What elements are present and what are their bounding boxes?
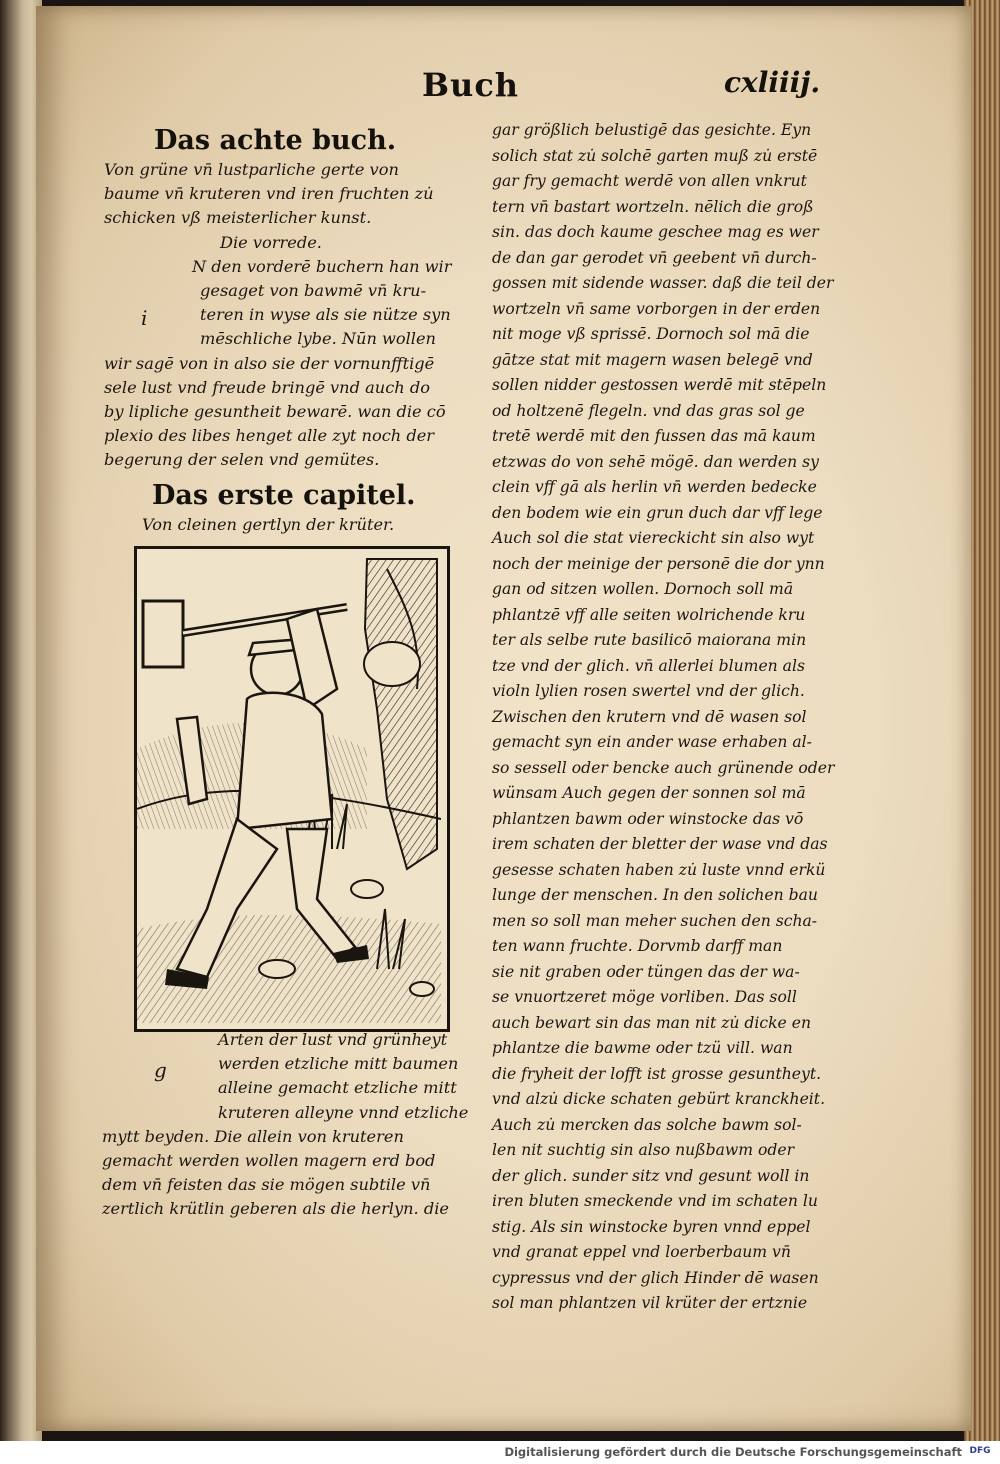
body-line: tretē werdē mit den fussen das mā kaum — [492, 427, 816, 445]
guide-letter-i: i — [141, 306, 148, 330]
body-line: alleine gemacht etzliche mitt — [218, 1078, 457, 1098]
body-line: mytt beyden. Die allein von kruteren — [102, 1126, 404, 1146]
preface-heading: Die vorrede. — [220, 232, 322, 252]
body-line: nit moge vß sprissē. Dornoch sol mā die — [492, 325, 810, 343]
body-line: se vnuortzeret möge vorliben. Das soll — [492, 988, 797, 1006]
body-line: Auch sol die stat viereckicht sin also wyt — [492, 529, 815, 547]
book-title: Das achte buch. — [154, 125, 397, 156]
body-line: phlantzen bawm oder winstocke das vō — [492, 809, 804, 828]
subtitle-line: schicken vß meisterlicher kunst. — [104, 208, 372, 228]
preface-line: sele lust vnd freude bringē vnd auch do — [104, 377, 430, 397]
body-line: sol man phlantzen vil krüter der ertznie — [492, 1294, 808, 1312]
body-line: wünsam Auch gegen der sonnen sol mā — [492, 784, 806, 802]
body-line: clein vff gā als herlin vn̄ werden bedecke — [492, 478, 817, 496]
body-line: zertlich krütlin geberen als die herlyn. die — [102, 1199, 449, 1219]
body-line: solich stat zu̇ solchē garten muß zu̇ erstē — [492, 146, 818, 165]
body-line: lunge der menschen. In den solichen bau — [492, 886, 818, 904]
body-line: Arten der lust vnd grünheyt — [218, 1030, 448, 1049]
body-line: den bodem wie ein grun duch dar vff lege — [492, 503, 823, 522]
preface-line: by lipliche gesuntheit bewarē. wan die cō — [104, 402, 446, 422]
body-line: wortzeln vn̄ same vorborgen in der erden — [492, 299, 821, 318]
body-line: auch bewart sin das man nit zu̇ dicke en — [492, 1013, 811, 1032]
body-line: od holtzenē flegeln. vnd das gras sol ge — [492, 401, 805, 420]
preface-line: begerung der selen vnd gemütes. — [104, 450, 380, 470]
body-line: gossen mit sidende wasser. daß die teil der — [492, 274, 834, 292]
body-line: etzwas do von sehē mögē. dan werden sy — [492, 452, 819, 471]
woodcut-illustration — [134, 546, 450, 1032]
body-line: men so soll man meher suchen den scha- — [492, 911, 818, 930]
body-line: tze vnd der glich. vn̄ allerlei blumen als — [492, 656, 805, 675]
body-line: stig. Als sin winstocke byren vnnd eppel — [492, 1217, 811, 1236]
body-line: Auch zu̇ mercken das solche bawm sol- — [492, 1115, 802, 1134]
guide-letter-g: g — [154, 1058, 167, 1082]
preface-line: teren in wyse als sie nütze syn — [200, 305, 451, 325]
body-line: gan od sitzen wollen. Dornoch soll mā — [492, 580, 794, 598]
preface-line: gesaget von bawmē vn̄ kru- — [200, 281, 427, 301]
body-line: gesesse schaten haben zu̇ luste vnnd erkü — [492, 860, 826, 879]
body-line: kruteren alleyne vnnd etzliche — [218, 1102, 469, 1122]
body-line: dem vn̄ feisten das sie mögen subtile vn̄ — [102, 1175, 431, 1195]
body-line: len nit suchtig sin also nußbawm oder — [492, 1141, 795, 1159]
body-line: phlantze die bawme oder tzü vill. wan — [492, 1039, 793, 1057]
body-line: gar fry gemacht werdē von allen vnkrut — [492, 172, 807, 190]
funding-credit: Digitalisierung gefördert durch die Deutsche Forschungsgemeinschaft — [504, 1445, 962, 1459]
body-line: ten wann fruchte. Dorvmb darff man — [492, 937, 783, 955]
body-line: noch der meinige der personē die dor ynn — [492, 554, 825, 573]
body-line: die fryheit der lofft ist grosse gesuntheyt. — [492, 1064, 822, 1083]
preface-line: N den vorderē buchern han wir — [192, 256, 452, 276]
body-line: irem schaten der bletter der wase vnd das — [492, 835, 828, 853]
body-line: vnd granat eppel vnd loerberbaum vn̄ — [492, 1243, 791, 1261]
body-line: sie nit graben oder tüngen das der wa- — [492, 962, 800, 981]
preface-line: plexio des libes henget alle zyt noch der — [104, 426, 435, 446]
right-column — [492, 118, 860, 1317]
footer-bar — [0, 1441, 1000, 1464]
running-head: Buch — [422, 66, 520, 104]
body-line: sin. das doch kaume geschee mag es wer — [492, 223, 819, 241]
body-line: iren bluten smeckende vnd im schaten lu — [492, 1192, 818, 1210]
body-line: de dan gar gerodet vn̄ geebent vn̄ durch- — [492, 248, 817, 267]
subtitle-line: baume vn̄ kruteren vnd iren fruchten zu̇ — [104, 184, 434, 204]
left-column — [104, 124, 456, 537]
body-line: gar größlich belustigē das gesichte. Eyn — [492, 121, 812, 139]
body-line: der glich. sunder sitz vnd gesunt woll in — [492, 1166, 810, 1185]
woodcut-drawing — [137, 549, 441, 1023]
body-line: cypressus vnd der glich Hinder dē wasen — [492, 1268, 819, 1287]
preface-line: mēschliche lybe. Nūn wollen — [200, 329, 436, 349]
body-line: werden etzliche mitt baumen — [218, 1054, 459, 1074]
body-line: sollen nidder gestossen werdē mit stēpeln — [492, 376, 827, 394]
body-line: phlantzē vff alle seiten wolrichende kru — [492, 605, 806, 624]
body-line: Zwischen den krutern vnd dē wasen sol — [492, 707, 807, 726]
body-line: gemacht werden wollen magern erd bod — [102, 1151, 436, 1171]
dfg-logo: DFG — [969, 1446, 991, 1456]
subtitle-line: Von grüne vn̄ lustparliche gerte von — [104, 160, 399, 179]
body-line: tern vn̄ bastart wortzeln. nēlich die groß — [492, 197, 814, 216]
body-line: violn lylien rosen swertel vnd der glich. — [492, 682, 805, 700]
body-line: gemacht syn ein ander wase erhaben al- — [492, 733, 812, 751]
body-line: ter als selbe rute basilicō maiorana min — [492, 631, 807, 649]
body-line: so sessell oder bencke auch grünende oder — [492, 758, 835, 777]
left-column-lower — [102, 1028, 469, 1222]
chapter-subtitle: Von cleinen gertlyn der krüter. — [142, 514, 395, 534]
book-page — [36, 6, 971, 1431]
chapter-title: Das erste capitel. — [152, 479, 416, 511]
body-line: vnd alzu̇ dicke schaten gebürt kranckheit. — [492, 1090, 826, 1108]
folio-number: cxliiij. — [724, 66, 821, 99]
preface-line: wir sagē von in also sie der vornunfftigē — [104, 353, 435, 373]
body-line: gātze stat mit magern wasen belegē vnd — [492, 350, 813, 369]
